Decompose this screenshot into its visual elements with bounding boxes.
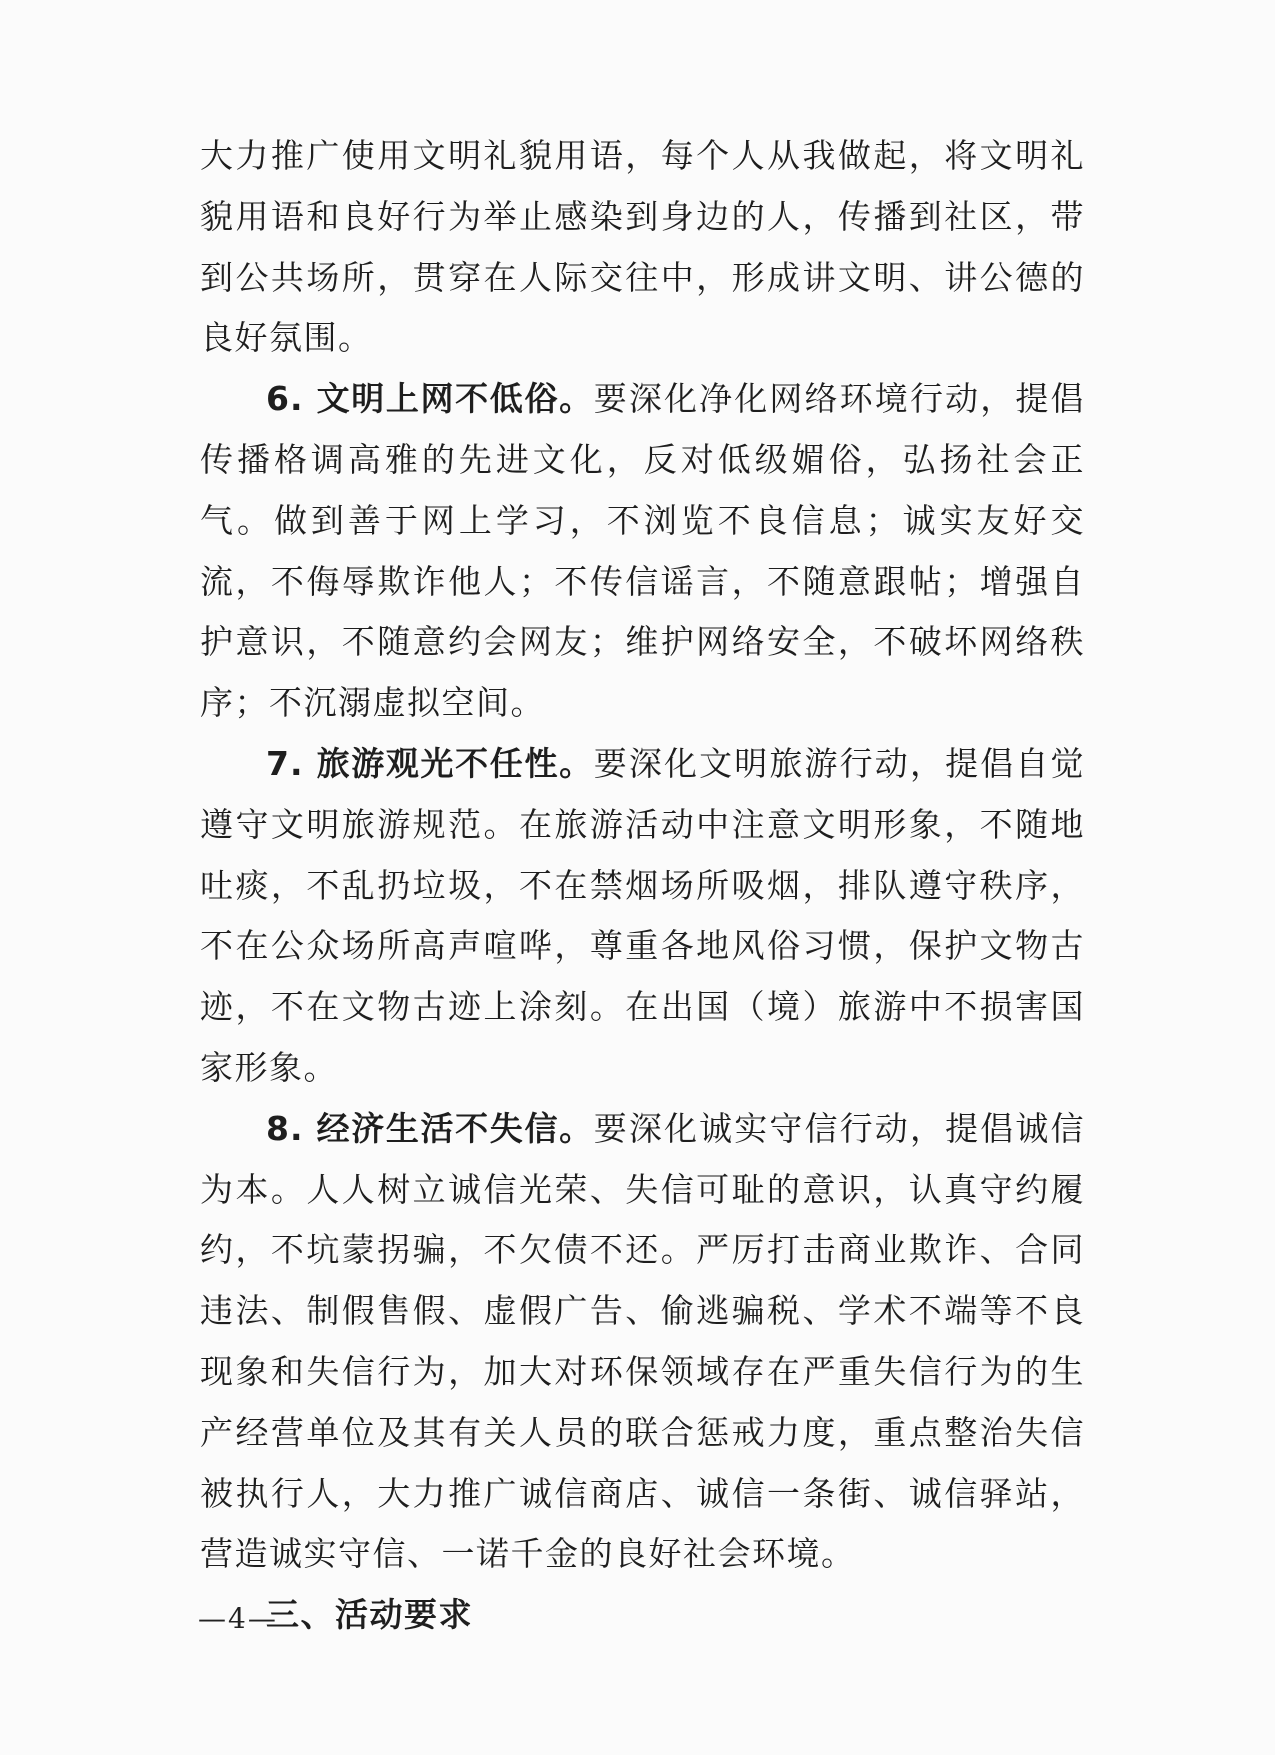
paragraph-civility-continued [200,126,1085,369]
paragraph-lead: 6. 文明上网不低俗。 [266,379,594,419]
paragraph-lead: 8. 经济生活不失信。 [266,1108,594,1148]
paragraph-internet-civility [200,369,1085,734]
paragraph-text: 要深化文明旅游行动，提倡自觉遵守文明旅游规范。在旅游活动中注意文明形象，不随地吐痰，不乱扔垃圾，不在禁烟场所吸烟，排队遵守秩序，不在公众场所高声喧哗，尊重各地风俗习惯，保护文物古迹，不在文物古迹上涂刻。在出国（境）旅游中不损害国家形象。 [200,743,1085,1087]
paragraph-lead: 7. 旅游观光不任性。 [266,743,594,783]
document-body [200,126,1085,1646]
paragraph-text: 大力推广使用文明礼貌用语，每个人从我做起，将文明礼貌用语和良好行为举止感染到身边的人，传播到社区，带到公共场所，贯穿在人际交往中，形成讲文明、讲公德的良好氛围。 [200,136,1085,358]
paragraph-tourism-civility [200,734,1085,1099]
page-number: —4— [198,1602,278,1635]
section-heading: 三、活动要求 [266,1595,473,1635]
paragraph-text: 要深化诚实守信行动，提倡诚信为本。人人树立诚信光荣、失信可耻的意识，认真守约履约，不坑蒙拐骗，不欠债不还。严厉打击商业欺诈、合同违法、制假售假、虚假广告、偷逃骗税、学术不端等不良现象和失信行为，加大对环保领域存在严重失信行为的生产经营单位及其有关人员的联合惩戒力度，重点整治失信被执行人，大力推广诚信商店、诚信一条街、诚信驿站，营造诚实守信、一诺千金的良好社会环境。 [200,1108,1085,1574]
paragraph-economic-integrity [200,1099,1085,1585]
paragraph-text: 要深化净化网络环境行动，提倡传播格调高雅的先进文化，反对低级媚俗，弘扬社会正气。做到善于网上学习，不浏览不良信息；诚实友好交流，不侮辱欺诈他人；不传信谣言，不随意跟帖；增强自护意识，不随意约会网友；维护网络安全，不破坏网络秩序；不沉溺虚拟空间。 [200,379,1085,723]
